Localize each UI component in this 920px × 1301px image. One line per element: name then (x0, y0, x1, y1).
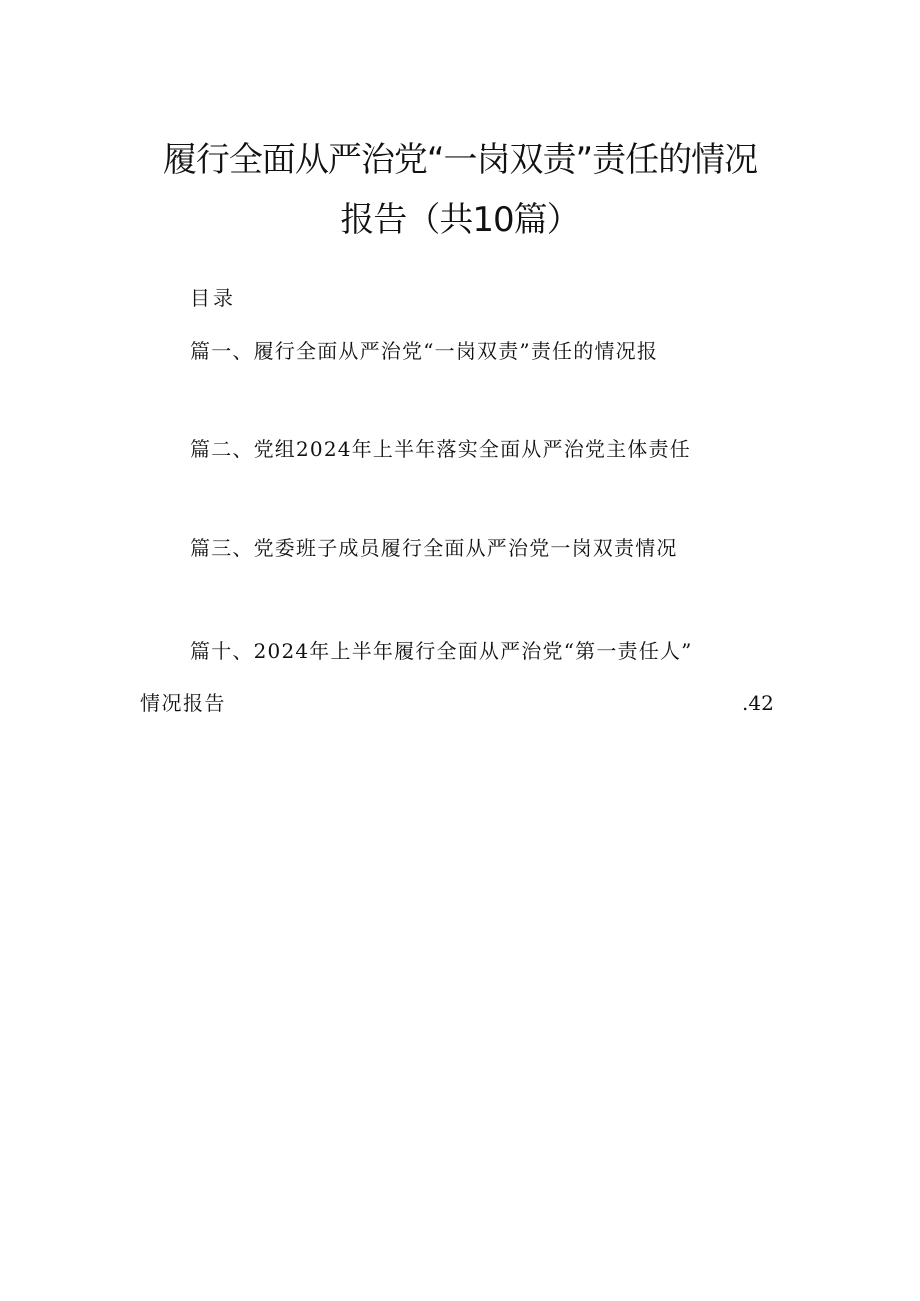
toc-heading: 目录 (190, 286, 236, 310)
toc-entry-3[interactable]: 篇三、党委班子成员履行全面从严治党一岗双责情况 (190, 536, 678, 560)
toc-entry-1[interactable]: 篇一、履行全面从严治党“一岗双责”责任的情况报 (190, 339, 659, 363)
toc-entry-10-continuation[interactable]: 情况报告 (140, 691, 226, 715)
document-title-line-1: 履行全面从严治党“一岗双责”责任的情况 (162, 140, 758, 180)
toc-entry-2[interactable]: 篇二、党组2024年上半年落实全面从严治党主体责任 (190, 437, 691, 461)
document-title-line-2: 报告（共10篇） (340, 200, 580, 240)
toc-entry-10[interactable]: 篇十、2024年上半年履行全面从严治党“第一责任人” (190, 639, 693, 663)
toc-page-number: .42 (742, 691, 774, 715)
